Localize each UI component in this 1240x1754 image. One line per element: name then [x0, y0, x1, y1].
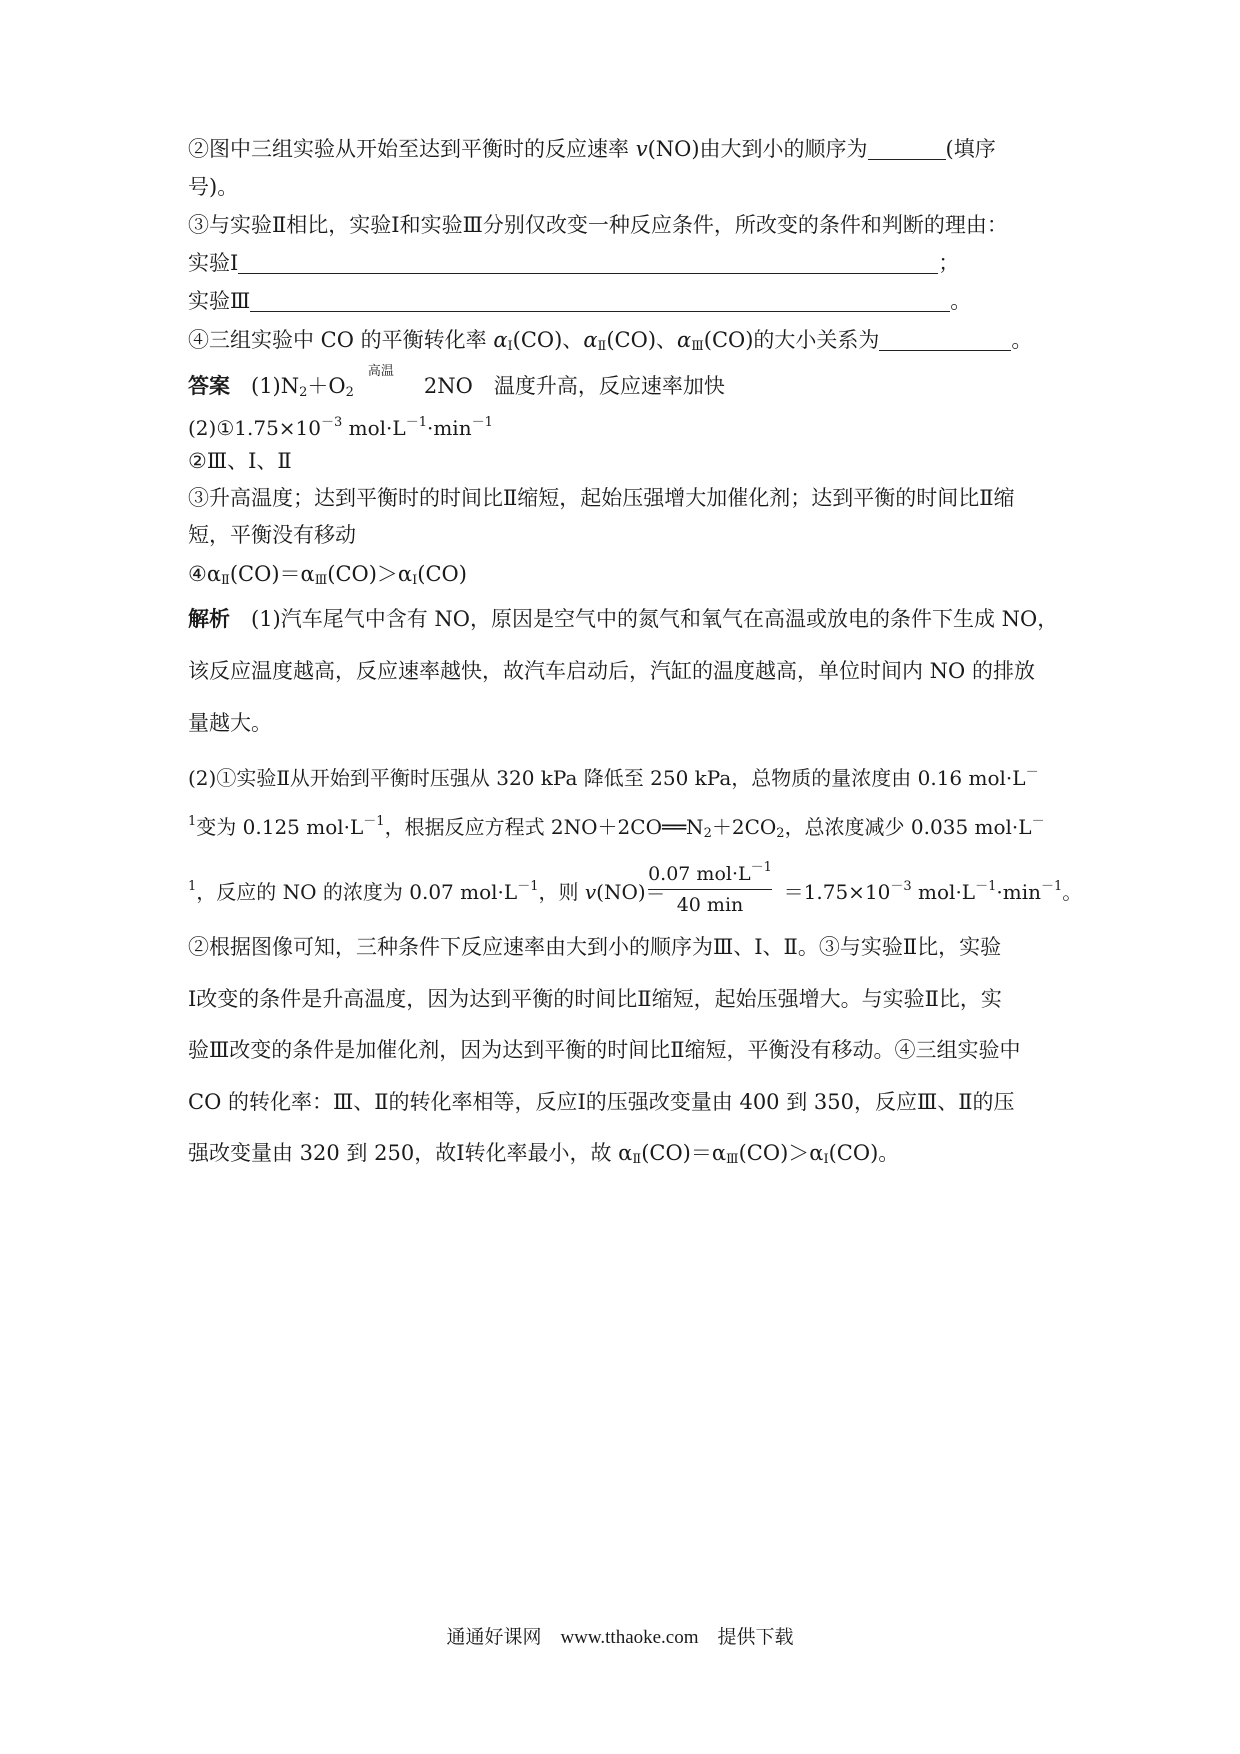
p2-line2-sup1: －1	[363, 814, 385, 829]
a2-mid: mol·L	[342, 416, 406, 440]
analysis-p1-line1	[188, 604, 1058, 634]
p2-line2-d: ＋2CO	[711, 815, 777, 839]
p3-line5-c: (CO)＞α	[738, 1141, 824, 1165]
p3-line3: 验Ⅲ改变的条件是加催化剂，因为达到平衡的时间比Ⅱ缩短，平衡没有移动。④三组实验中	[188, 1038, 1021, 1062]
answer-line-2	[188, 408, 1058, 443]
analysis-p1-line2	[188, 656, 1058, 686]
q2-v: v	[635, 137, 648, 161]
answer-line-6	[188, 559, 1058, 596]
p2-line3-e: ＝1.75×10	[783, 880, 891, 904]
analysis-p3-line5	[188, 1138, 1058, 1175]
p2-line3-b: ，反应的 NO 的浓度为 0.07 mol·L	[196, 880, 518, 904]
p3-line1: ②根据图像可知，三种条件下反应速率由大到小的顺序为Ⅲ、Ⅰ、Ⅱ。③与实验Ⅱ比，实验	[188, 935, 1002, 959]
p3-line5-a: 强改变量由 320 到 250，故Ⅰ转化率最小，故 α	[188, 1141, 633, 1165]
a1-mid: ＋O	[307, 374, 346, 398]
analysis-label: 解析	[188, 606, 230, 631]
p2-line2-sub2: 2	[776, 826, 785, 841]
analysis-p3-line2	[188, 984, 1058, 1014]
analysis-p3-line1	[188, 932, 1058, 962]
p2-line3-f: mol·L	[911, 880, 976, 904]
answer-label: 答案	[188, 373, 230, 398]
q3-exp3-blank[interactable]	[250, 289, 950, 312]
frac-num-sup: －1	[750, 860, 772, 875]
q3-exp3-label: 实验Ⅲ	[188, 289, 251, 313]
p2-line2-e: ，总浓度减少 0.035 mol·L	[784, 815, 1032, 839]
footer-watermark: 通通好课网 www.tthaoke.com 提供下载	[446, 1627, 794, 1648]
a1-reaction-arrow	[354, 364, 424, 401]
q4-text: ④三组实验中 CO 的平衡转化率	[188, 328, 494, 352]
p3-line5-s3: Ⅰ	[823, 1152, 829, 1167]
q2-line2: 号)。	[188, 175, 239, 199]
q4-alpha-1: α	[493, 328, 508, 352]
p2-line1: (2)①实验Ⅱ从开始到平衡时压强从 320 kPa 降低至 250 kPa，总物质的量浓度由 0.16 mol·L	[188, 766, 1026, 790]
a5-t2: (CO)＞α	[327, 562, 413, 586]
a5-t3: (CO)	[417, 562, 467, 586]
q2-tail: (填序	[945, 137, 996, 161]
a2-sup3: －1	[471, 415, 493, 430]
p3-line4: CO 的转化率：Ⅲ、Ⅱ的转化率相等，反应Ⅰ的压强改变量由 400 到 350，反应Ⅲ、Ⅱ的压	[188, 1090, 1015, 1114]
a1-pre: (1)N	[251, 374, 300, 398]
q3-exp1-label: 实验Ⅰ	[188, 251, 239, 275]
q4-alpha-3: α	[677, 328, 692, 352]
a5-a: ④α	[188, 562, 222, 586]
p2-line3-sup4: －1	[1040, 879, 1063, 894]
a5-s3: Ⅰ	[412, 573, 418, 588]
p2-line3-d: (NO)＝	[596, 880, 666, 904]
p3-line5-s1: Ⅱ	[632, 1152, 642, 1167]
p2-line3-sup1: －1	[517, 879, 539, 894]
answer-line-5	[188, 520, 1058, 550]
p2-line3-g: ·min	[996, 880, 1041, 904]
a5-s2: Ⅲ	[314, 573, 328, 588]
a1-condition: 高温	[367, 364, 394, 379]
analysis-p2-line3	[188, 872, 1083, 907]
fraction-denominator: 40 min	[676, 894, 744, 916]
q4-t1: (CO)、	[512, 328, 584, 352]
p2-line3-c: ，则	[538, 880, 585, 904]
p2-line3-v: v	[584, 880, 597, 904]
analysis-p3-line3	[188, 1035, 1058, 1065]
analysis-p3-line4	[188, 1087, 1058, 1117]
q4-t3: (CO)的大小关系为	[703, 328, 880, 352]
q4-t2: (CO)、	[606, 328, 678, 352]
p1-line3: 量越大。	[188, 711, 272, 735]
p3-line5-d: (CO)。	[828, 1141, 900, 1165]
q4-end: 。	[1011, 328, 1033, 352]
a4-line2: 短，平衡没有移动	[188, 523, 356, 547]
p2-line2-a: 1	[188, 814, 197, 829]
q4-sub-3: Ⅲ	[691, 339, 704, 354]
a1-sub1: 2	[299, 385, 308, 400]
a5-s1: Ⅱ	[221, 573, 230, 588]
p3-line2: Ⅰ改变的条件是升高温度，因为达到平衡的时间比Ⅱ缩短，起始压强增大。与实验Ⅱ比，实	[188, 987, 1002, 1011]
q3-exp1-blank[interactable]	[238, 251, 938, 274]
a3-text: ②Ⅲ、Ⅰ、Ⅱ	[188, 449, 292, 473]
a1-post: 2NO 温度升高，反应速率加快	[423, 374, 725, 398]
question-3-exp1	[188, 248, 1058, 278]
p3-line5-b: (CO)＝α	[641, 1141, 727, 1165]
q4-sub-2: Ⅱ	[597, 339, 607, 354]
a2-sup1: －3	[321, 415, 343, 430]
question-2-line-2	[188, 172, 1058, 202]
a2-sup2: －1	[405, 415, 427, 430]
analysis-p2-line2	[188, 807, 1058, 849]
a5-t1: (CO)＝α	[229, 562, 315, 586]
rate-fraction	[648, 853, 772, 920]
p1-line2: 该反应温度越高，反应速率越快，故汽车启动后，汽缸的温度越高，单位时间内 NO 的排放	[188, 659, 1035, 683]
p2-line3-a: 1	[188, 879, 197, 894]
a2-mid2: ·min	[426, 416, 472, 440]
p3-line5-s2: Ⅲ	[726, 1152, 739, 1167]
fraction-numerator	[648, 853, 772, 889]
p1-line1: (1)汽车尾气中含有 NO，原因是空气中的氮气和氧气在高温或放电的条件下生成 NO，	[251, 607, 1059, 631]
q3-text: ③与实验Ⅱ相比，实验Ⅰ和实验Ⅲ分别仅改变一种反应条件，所改变的条件和判断的理由：	[188, 213, 1008, 237]
a1-sub2: 2	[345, 385, 354, 400]
q3-exp1-end: ；	[938, 251, 960, 275]
frac-num-text: 0.07 mol·L	[648, 863, 751, 885]
p2-line2-sub: 2	[703, 826, 712, 841]
q2-answer-blank[interactable]	[868, 137, 946, 160]
q4-alpha-2: α	[583, 328, 598, 352]
p2-line2-sup2: －	[1031, 814, 1045, 829]
p2-line2-c: ，根据反应方程式 2NO＋2CO══N	[384, 815, 704, 839]
q2-text: ②图中三组实验从开始至达到平衡时的反应速率	[188, 137, 636, 161]
q4-answer-blank[interactable]	[879, 328, 1011, 351]
q3-exp3-end: 。	[950, 289, 972, 313]
question-2-line-1	[188, 134, 1058, 164]
a4-line1: ③升高温度；达到平衡时的时间比Ⅱ缩短，起始压强增大加催化剂；达到平衡的时间比Ⅱ缩	[188, 486, 1015, 510]
q4-sub-1: Ⅰ	[507, 339, 513, 354]
answer-line-3	[188, 446, 1058, 476]
answer-line-4	[188, 483, 1058, 513]
analysis-p1-line3	[188, 708, 1058, 738]
question-4	[188, 325, 1058, 362]
p2-line2-b: 变为 0.125 mol·L	[196, 815, 364, 839]
question-3-line-1	[188, 210, 1058, 240]
a2-pre: (2)①1.75×10	[188, 416, 321, 440]
p2-line3-sup3: －1	[975, 879, 997, 894]
answer-line-1	[188, 364, 1058, 408]
analysis-p2-line1	[188, 758, 1058, 793]
question-3-exp3	[188, 286, 1058, 316]
p2-line1-sup: －	[1025, 765, 1039, 780]
p2-line3-h: 。	[1062, 880, 1083, 904]
p2-line3-sup2: －3	[890, 879, 912, 894]
q2-text-post: (NO)由大到小的顺序为	[647, 137, 868, 161]
